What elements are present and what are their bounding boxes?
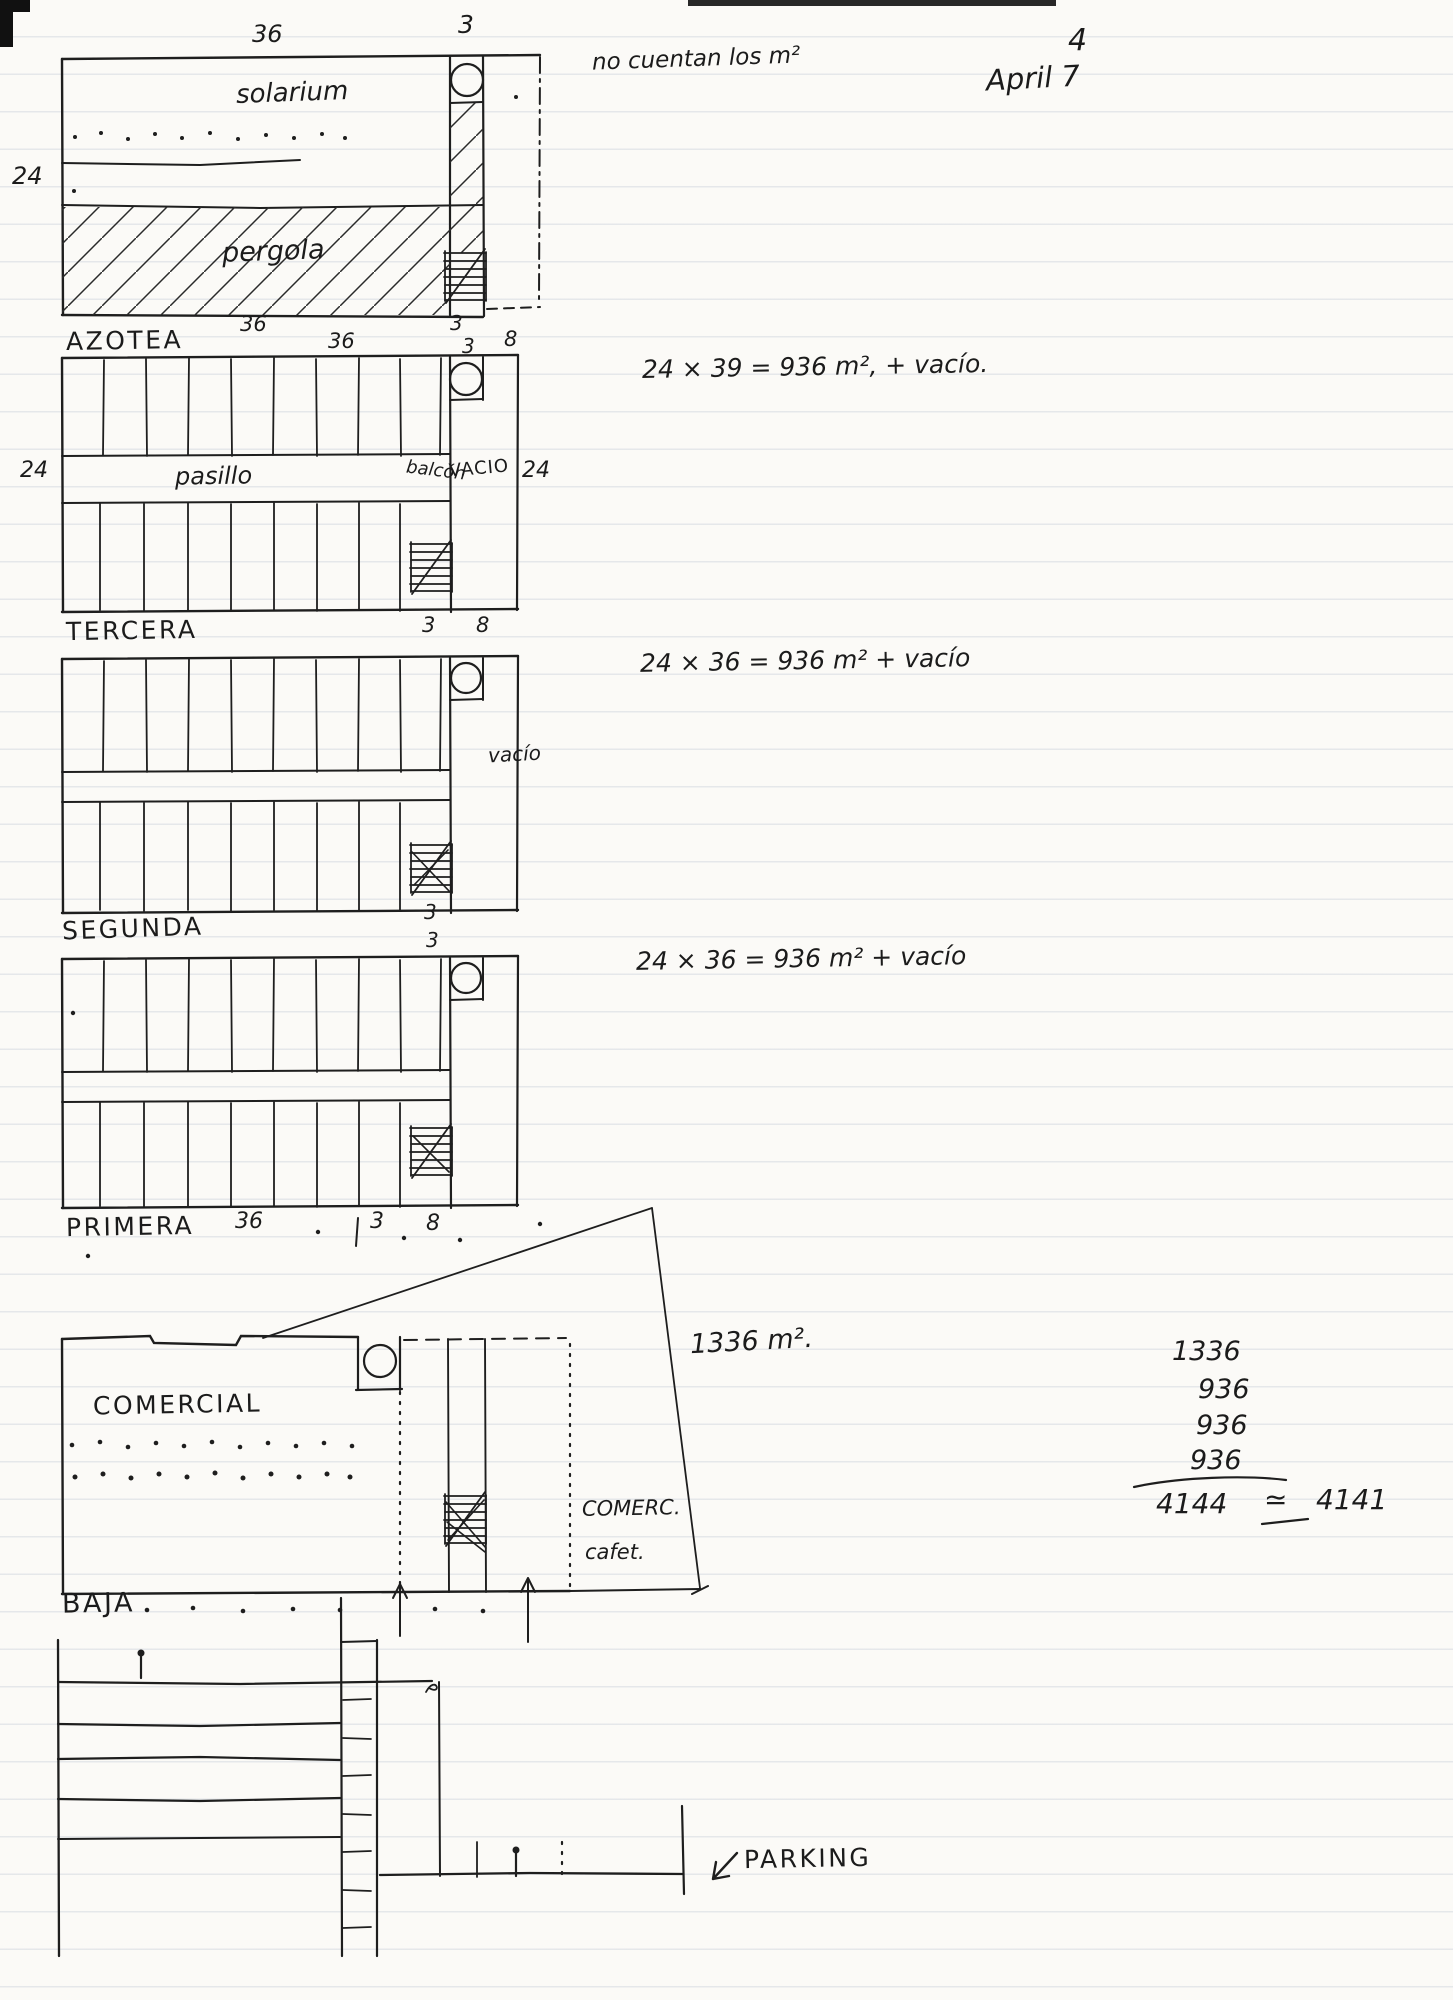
sum-total: 4144 xyxy=(1156,1487,1228,1520)
sum-addend: 936 xyxy=(1198,1374,1250,1405)
stairs-icon xyxy=(410,1124,452,1178)
dim-roof-depth: 24 xyxy=(12,162,43,190)
elevator-circle xyxy=(364,1345,396,1377)
page-number: 4 xyxy=(1068,23,1088,58)
elevator-circle xyxy=(451,663,481,693)
dim-tercera-w2: 36 xyxy=(328,329,355,353)
dim-roof-width: 36 xyxy=(252,20,283,48)
dim-tercera-left: 24 xyxy=(20,458,48,483)
dim-tercera-s2: 3 xyxy=(462,334,475,358)
elevator-circle xyxy=(451,963,481,993)
dim-tercera-s1: 3 xyxy=(450,311,463,335)
dim-tercera-right: 24 xyxy=(522,458,550,483)
baja-row-dots xyxy=(145,1606,486,1614)
plan-tercera xyxy=(62,355,518,612)
floor-label-tercera: TERCERA xyxy=(65,614,198,647)
plan-primera xyxy=(62,956,518,1208)
dim-tercera-w1: 36 xyxy=(240,312,267,336)
floor-label-azotea: AZOTEA xyxy=(65,324,184,357)
sum-rounded: 4141 xyxy=(1316,1483,1388,1516)
room-label-solarium: solarium xyxy=(235,76,349,110)
dim-baja-s1: 3 xyxy=(370,1209,384,1234)
dim-roof-shaft: 3 xyxy=(458,10,474,39)
dim-primera-s1: 3 xyxy=(424,900,437,924)
date-label: April 7 xyxy=(985,58,1081,98)
dim-baja-w: 36 xyxy=(235,1209,263,1234)
scan-artifacts xyxy=(0,0,1056,47)
sum-addend: 936 xyxy=(1196,1410,1248,1441)
up-arrow-icon xyxy=(393,1578,535,1642)
floor-label-primera: PRIMERA xyxy=(65,1210,195,1243)
area-label-ground: 1336 m². xyxy=(689,1322,814,1361)
parking-label: PARKING xyxy=(743,1842,872,1875)
sum-addend: 936 xyxy=(1190,1445,1242,1476)
dim-tercera-s3: 8 xyxy=(504,327,518,351)
basement-sketch xyxy=(58,1598,737,1956)
dim-baja-s2: 8 xyxy=(426,1211,440,1236)
room-label-comercial: COMERCIAL xyxy=(92,1388,263,1421)
dim-segunda-s1: 3 xyxy=(422,613,436,637)
room-label-cafet: cafet. xyxy=(585,1540,645,1564)
room-label-vacio-2: vacío xyxy=(487,740,542,768)
dim-segunda-s2: 8 xyxy=(476,613,490,637)
annotation-top-note: no cuentan los m² xyxy=(591,42,801,76)
elevator-circle xyxy=(451,64,483,96)
dim-primera-s2: 3 xyxy=(426,928,439,952)
room-label-balcon: balcón xyxy=(405,456,467,485)
floor-label-segunda: SEGUNDA xyxy=(61,911,204,946)
sum-addend: 1336 xyxy=(1172,1336,1241,1367)
parking-arrow-icon xyxy=(713,1853,737,1879)
room-label-vacio: VACIO xyxy=(448,455,510,482)
calc-tercera-floor: 24 × 36 = 936 m² + vacío xyxy=(639,643,971,678)
approx-sign: ≃ xyxy=(1264,1483,1288,1516)
room-label-pasillo: pasillo xyxy=(174,461,253,491)
calc-segunda-floor: 24 × 36 = 936 m² + vacío xyxy=(635,941,967,976)
floor-label-baja: BAJA xyxy=(61,1587,136,1620)
projection-line xyxy=(652,1208,700,1588)
plan-segunda xyxy=(62,656,518,913)
elevator-circle xyxy=(450,363,482,395)
calc-azotea-floor: 24 × 39 = 936 m², + vacío. xyxy=(641,348,989,385)
room-label-pergola: pergola xyxy=(221,234,326,269)
room-label-comerc: COMERC. xyxy=(581,1495,681,1521)
projection-line xyxy=(263,1208,652,1338)
stairs-icon xyxy=(410,540,452,594)
plan-baja xyxy=(62,1208,708,1642)
dotted-rows xyxy=(70,1440,355,1481)
